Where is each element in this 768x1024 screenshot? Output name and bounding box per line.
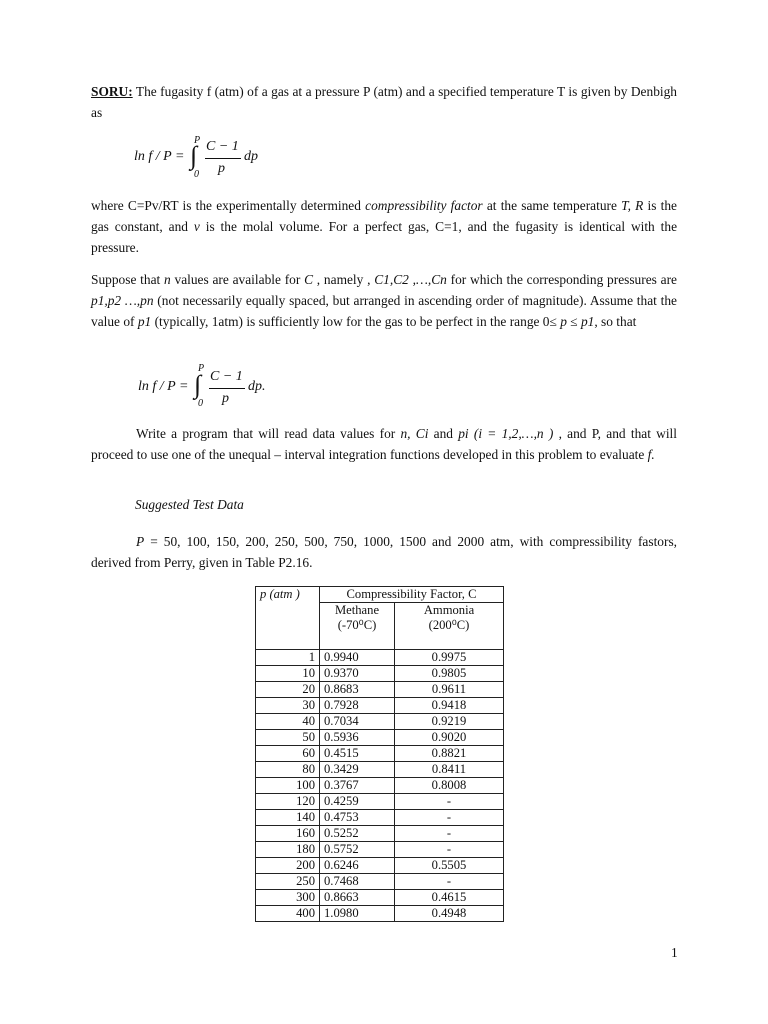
pressure-cell: 10 [256,666,320,682]
task-paragraph: Write a program that will read data values for n, Ci and pi (i = 1,2,…,n ) , and P, and that will proceed to use one of the unequal – interval integration functions developed in this problem to evaluate f. [91,426,677,462]
table-row [256,698,504,714]
table-row [256,762,504,778]
methane-cell: 0.6246 [320,858,395,874]
pressure-header: p (atm ) [256,587,320,650]
pressure-cell: 160 [256,826,320,842]
ammonia-cell: 0.9418 [395,698,504,714]
methane-cell: 0.7034 [320,714,395,730]
pressure-cell: 40 [256,714,320,730]
methane-cell: 0.8663 [320,890,395,906]
fraction-bar [205,158,241,159]
methane-cell: 0.5752 [320,842,395,858]
methane-cell: 1.0980 [320,906,395,922]
table-row [256,778,504,794]
ammonia-cell: 0.9219 [395,714,504,730]
methane-cell: 0.4515 [320,746,395,762]
table-row [256,682,504,698]
pressure-cell: 300 [256,890,320,906]
methane-cell: 0.7928 [320,698,395,714]
ammonia-cell: - [395,794,504,810]
pressure-cell: 20 [256,682,320,698]
table-row [256,810,504,826]
ammonia-header: Ammonia (200⁰C) [395,603,504,650]
methane-cell: 0.4259 [320,794,395,810]
ammonia-cell: - [395,810,504,826]
pressure-cell: 30 [256,698,320,714]
methane-cell: 0.4753 [320,810,395,826]
methane-cell: 0.9940 [320,650,395,666]
methane-cell: 0.3767 [320,778,395,794]
ammonia-cell: 0.9020 [395,730,504,746]
pressure-cell: 1 [256,650,320,666]
table-row [256,874,504,890]
methane-cell: 0.9370 [320,666,395,682]
table-row [256,794,504,810]
table-row [256,650,504,666]
assumption-paragraph: Suppose that n values are available for C , namely , C1,C2 ,…,Cn for which the corresponding pressures are p1,p2 …,pn (not necessarily equally spaced, but arranged in ascending order of magnitude). Assume that the value of p1 (typically, 1atm) is sufficiently low for the gas to be perfect in the range 0≤ p ≤ p1, so that [91,272,677,329]
ammonia-cell: 0.4615 [395,890,504,906]
ammonia-cell: 0.9805 [395,666,504,682]
table-row [256,746,504,762]
pressure-cell: 50 [256,730,320,746]
table-row [256,730,504,746]
pressure-cell: 120 [256,794,320,810]
methane-cell: 0.8683 [320,682,395,698]
table-row [256,906,504,922]
methane-cell: 0.7468 [320,874,395,890]
table-row [256,666,504,682]
methane-header: Methane (-70⁰C) [320,603,395,650]
table-row [256,890,504,906]
methane-cell: 0.5252 [320,826,395,842]
pressure-cell: 80 [256,762,320,778]
integral-sign: ∫ [194,370,202,399]
problem-intro: SORU: The fugasity f (atm) of a gas at a pressure P (atm) and a specified temperature T is given by Denbigh as [91,84,677,120]
pressure-cell: 200 [256,858,320,874]
table-row [256,714,504,730]
table-row [256,842,504,858]
ammonia-cell: - [395,874,504,890]
pressure-cell: 140 [256,810,320,826]
ammonia-cell: 0.8008 [395,778,504,794]
methane-cell: 0.3429 [320,762,395,778]
pressure-cell: 180 [256,842,320,858]
problem-label: SORU: [91,84,133,99]
methane-cell: 0.5936 [320,730,395,746]
integral-sign: ∫ [190,141,198,170]
ammonia-cell: 0.8411 [395,762,504,778]
ammonia-cell: - [395,826,504,842]
pressure-cell: 250 [256,874,320,890]
fraction-bar [209,388,245,389]
definition-paragraph: where C=Pv/RT is the experimentally determined compressibility factor at the same temperature T, R is the gas constant, and v is the molal volume. For a perfect gas, C=1, and the fugasity is identical with the pressure. [91,198,678,255]
test-data-heading: Suggested Test Data [135,497,244,512]
ammonia-cell: 0.4948 [395,906,504,922]
ammonia-cell: 0.9975 [395,650,504,666]
table-row [256,858,504,874]
compressibility-group-header: Compressibility Factor, C [320,587,504,603]
document-page: SORU: The fugasity f (atm) of a gas at a pressure P (atm) and a specified temperature T is given by Denbigh as ln f / P = P ∫ 0 C − 1 p dp where C=Pv/RT is the experimentally determined compressibility factor at the same temperature T, R is the gas constant, and v is the molal volume. For a perfect gas, C=1, and the fugasity is identical with the pressure. Suppose that n values are available for C , namely , C1,C2 ,…,Cn for which the corresponding pressures are p1,p2 …,pn (not necessarily equally spaced, but arranged in ascending order of magnitude). Assume that the value of p1 (typically, 1atm) is sufficiently low for the gas to be perfect in the range 0≤ p ≤ p1, so that ln f / P = P ∫ 0 C − 1 p dp. Write a program that will read data values for n, Ci and pi (i = 1,2,…,n ) , and P, and that will proceed to use one of the unequal – interval integration functions developed in this problem to evaluate f. Suggested Test Data P = 50, 100, 150, 200, 250, 500, 750, 1000, 1500 and 2000 atm, with compressibility fastors, derived from Perry, given in Table P2.16. p (atm ) Compressibility Factor, C Methane (-70⁰C) Ammonia (200⁰C) 1 0.9940 0.9975 10 0.9370 0.9805 20 0.8683 0.9611 30 0.7928 0.9418 40 0.7034 0.9219 50 0.5936 0.9020 60 0.4515 0.8821 80 0.3429 0.8411 100 0.3767 0.8008 120 0.4259 - 140 0.4753 - 160 0.5252 - 180 0.5752 - 200 0.6246 0.5505 250 0.7468 - 300 0.8663 0.4615 400 1.0980 0.4948 1 [0,0,768,1024]
pressure-cell: 100 [256,778,320,794]
ammonia-cell: 0.8821 [395,746,504,762]
compressibility-table [255,586,504,922]
pressure-cell: 400 [256,906,320,922]
table-row [256,826,504,842]
page-number: 1 [671,945,678,960]
ammonia-cell: 0.5505 [395,858,504,874]
test-data-paragraph: P = 50, 100, 150, 200, 250, 500, 750, 1000, 1500 and 2000 atm, with compressibility fastors, derived from Perry, given in Table P2.16. [91,534,677,570]
pressure-cell: 60 [256,746,320,762]
ammonia-cell: - [395,842,504,858]
ammonia-cell: 0.9611 [395,682,504,698]
